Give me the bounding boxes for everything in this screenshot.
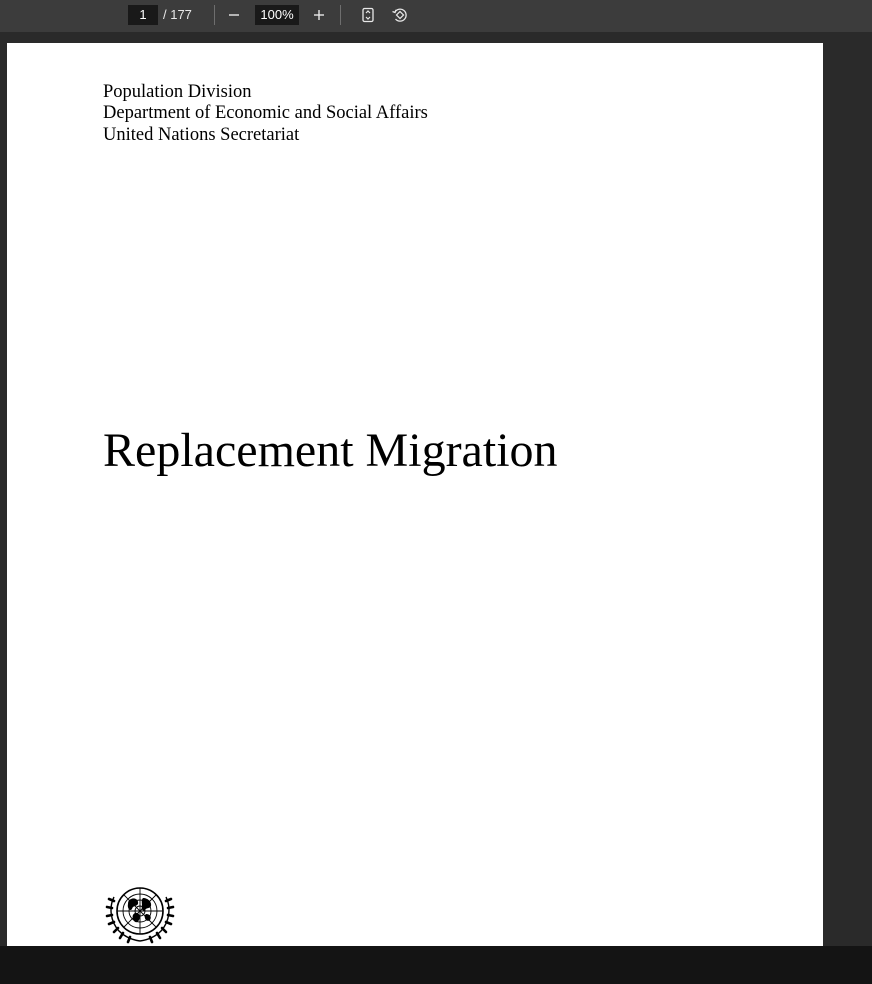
rotate-counterclockwise-icon: [391, 6, 409, 24]
org-line-division: Population Division: [103, 82, 252, 102]
org-line-department: Department of Economic and Social Affairs: [103, 103, 428, 123]
toolbar-separator: [340, 5, 341, 25]
rotate-button[interactable]: [388, 3, 412, 27]
plus-icon: [312, 8, 326, 22]
document-gutter: [823, 43, 872, 946]
org-line-secretariat: United Nations Secretariat: [103, 125, 300, 145]
pdf-toolbar: [0, 0, 872, 32]
zoom-level-input[interactable]: [255, 5, 299, 25]
document-scroll-area[interactable]: [0, 32, 872, 946]
page-number-input[interactable]: [128, 5, 158, 25]
page-total-label: / 177: [163, 7, 192, 22]
toolbar-separator: [214, 5, 215, 25]
minus-icon: [227, 8, 241, 22]
zoom-in-button[interactable]: [307, 3, 331, 27]
pdf-page: [7, 43, 823, 946]
bottom-bar: [0, 946, 872, 984]
zoom-out-button[interactable]: [222, 3, 246, 27]
document-title: Replacement Migration: [103, 424, 558, 477]
fit-page-icon: [360, 7, 376, 23]
united-nations-emblem-icon: [105, 883, 175, 945]
fit-to-page-button[interactable]: [356, 3, 380, 27]
